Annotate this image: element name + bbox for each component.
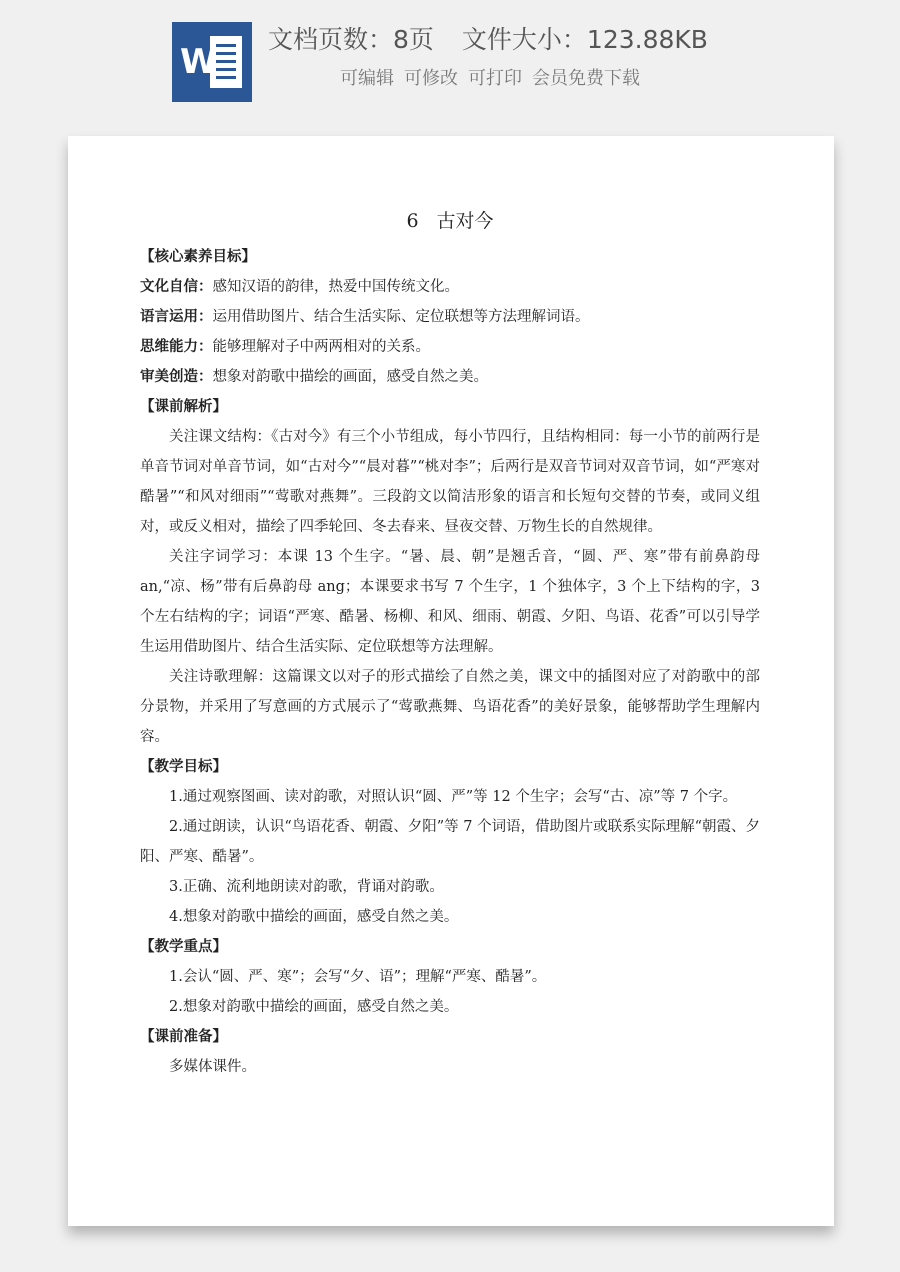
goal-key: 文化自信： (140, 279, 213, 295)
goal-key: 语言运用： (140, 309, 213, 325)
feature-editable: 可编辑 (340, 68, 394, 89)
keypoint-item: 1.会认“圆、严、寒”；会写“夕、语”；理解“严寒、酷暑”。 (169, 969, 547, 985)
lesson-title: 古对今 (436, 210, 494, 232)
goal-text: 想象对韵歌中描绘的画面，感受自然之美。 (212, 369, 488, 385)
goal-item (140, 302, 760, 332)
feature-printable: 可打印 (468, 68, 522, 89)
keypoint-item: 2.想象对韵歌中描绘的画面，感受自然之美。 (169, 999, 459, 1015)
document-content (140, 208, 760, 1082)
section-heading-objectives: 【教学目标】 (140, 759, 227, 775)
feature-modifiable: 可修改 (404, 68, 458, 89)
page-count: 文档页数：8页 (268, 25, 434, 54)
feature-free-download: 会员免费下载 (532, 68, 640, 89)
goal-item (140, 362, 760, 392)
preparation-text: 多媒体课件。 (169, 1059, 256, 1075)
objective-item: 4.想象对韵歌中描绘的画面，感受自然之美。 (169, 909, 459, 925)
goal-key: 思维能力： (140, 339, 213, 355)
analysis-paragraph: 关注字词学习：本课 13 个生字。“暑、晨、朝”是翘舌音，“圆、严、寒”带有前鼻韵母 an,“凉、杨”带有后鼻韵母 ang；本课要求书写 7 个生字，1 个独体字，3 个上下结构的字，3 个左右结构的字；词语“严寒、酷暑、杨柳、和风、细雨、朝霞、夕阳、鸟语、花香”可以引导学生运用借助图片、结合生活实际、定位联想等方法理解。 (140, 549, 760, 655)
goal-item (140, 272, 760, 302)
lesson-number: 6 (406, 210, 419, 232)
analysis-paragraph: 关注课文结构：《古对今》有三个小节组成，每小节四行，且结构相同：每一小节的前两行是单音节词对单音节词，如“古对今”“晨对暮”“桃对李”；后两行是双音节词对双音节词，如“严寒对酷暑”“和风对细雨”“莺歌对燕舞”。三段韵文以简洁形象的语言和长短句交替的节奏，或同义组对，或反义相对，描绘了四季轮回、冬去春来、昼夜交替、万物生长的自然规律。 (140, 429, 760, 535)
feature-list (340, 66, 740, 92)
section-heading-analysis: 【课前解析】 (140, 399, 227, 415)
analysis-paragraph: 关注诗歌理解：这篇课文以对子的形式描绘了自然之美，课文中的插图对应了对韵歌中的部分景物，并采用了写意画的方式展示了“莺歌燕舞、鸟语花香”的美好景象，能够帮助学生理解内容。 (140, 669, 760, 745)
goal-item (140, 332, 760, 362)
page-title (140, 208, 760, 234)
objective-item: 1.通过观察图画、读对韵歌，对照认识“圆、严”等 12 个生字；会写“古、凉”等 7 个字。 (169, 789, 738, 805)
document-info-header (0, 0, 900, 130)
section-heading-core-goals: 【核心素养目标】 (140, 249, 256, 265)
section-heading-key-points: 【教学重点】 (140, 939, 227, 955)
file-size: 文件大小：123.88KB (461, 25, 708, 54)
file-meta (268, 22, 788, 58)
word-document-icon (172, 22, 252, 102)
objective-item: 3.正确、流利地朗读对韵歌，背诵对韵歌。 (169, 879, 444, 895)
section-heading-preparation: 【课前准备】 (140, 1029, 227, 1045)
goal-text: 运用借助图片、结合生活实际、定位联想等方法理解词语。 (212, 309, 590, 325)
word-letter: W (180, 42, 218, 82)
goal-text: 能够理解对子中两两相对的关系。 (212, 339, 430, 355)
goal-key: 审美创造： (140, 369, 213, 385)
document-page (68, 136, 834, 1226)
objective-item: 2.通过朗读，认识“鸟语花香、朝霞、夕阳”等 7 个词语，借助图片或联系实际理解“朝霞、夕阳、严寒、酷暑”。 (140, 819, 761, 865)
goal-text: 感知汉语的韵律，热爱中国传统文化。 (212, 279, 459, 295)
